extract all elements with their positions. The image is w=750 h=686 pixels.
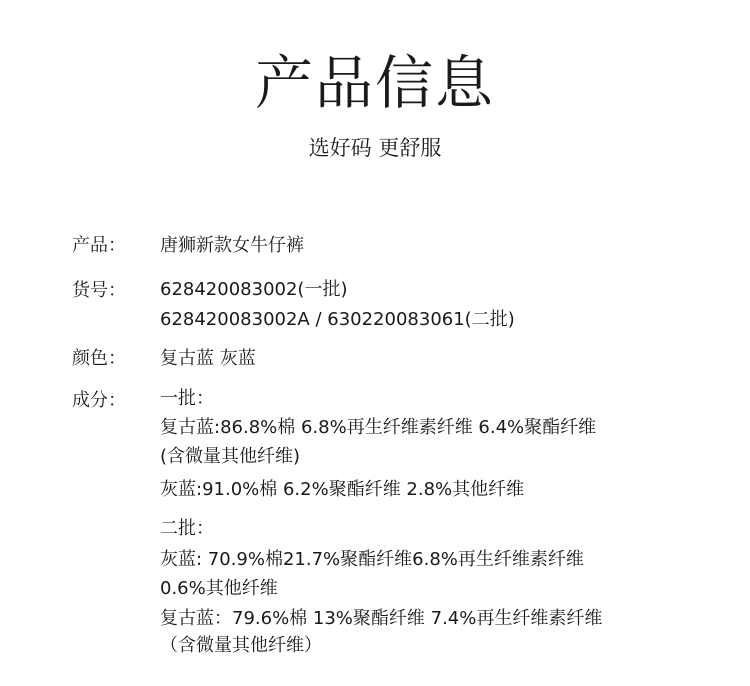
product-value: 唐狮新款女牛仔裤 [160,235,304,256]
sku-line-1: 628420083002(一批) [160,279,348,300]
sku-line-2: 628420083002A / 630220083061(二批) [160,309,515,330]
product-label: 产品： [72,235,126,256]
color-label: 颜色： [72,348,126,369]
sku-label: 货号： [72,280,126,301]
composition-label: 成分： [72,390,126,411]
batch2-title: 二批： [160,518,214,539]
batch2-line-3: 复古蓝：79.6%棉 13%聚酯纤维 7.4%再生纤维素纤维 [160,608,603,629]
page-title: 产品信息 [254,49,495,117]
batch1-title: 一批： [160,388,214,409]
batch2-line-2: 0.6%其他纤维 [160,578,278,599]
page-subtitle: 选好码 更舒服 [308,136,442,160]
batch1-line-1: 复古蓝:86.8%棉 6.8%再生纤维素纤维 6.4%聚酯纤维 [160,417,597,438]
batch1-line-3: 灰蓝:91.0%棉 6.2%聚酯纤维 2.8%其他纤维 [160,479,525,500]
color-value: 复古蓝 灰蓝 [160,348,256,369]
batch2-line-4: （含微量其他纤维） [160,635,322,656]
batch2-line-1: 灰蓝: 70.9%棉21.7%聚酯纤维6.8%再生纤维素纤维 [160,549,584,570]
batch1-line-2: (含微量其他纤维) [160,446,301,467]
